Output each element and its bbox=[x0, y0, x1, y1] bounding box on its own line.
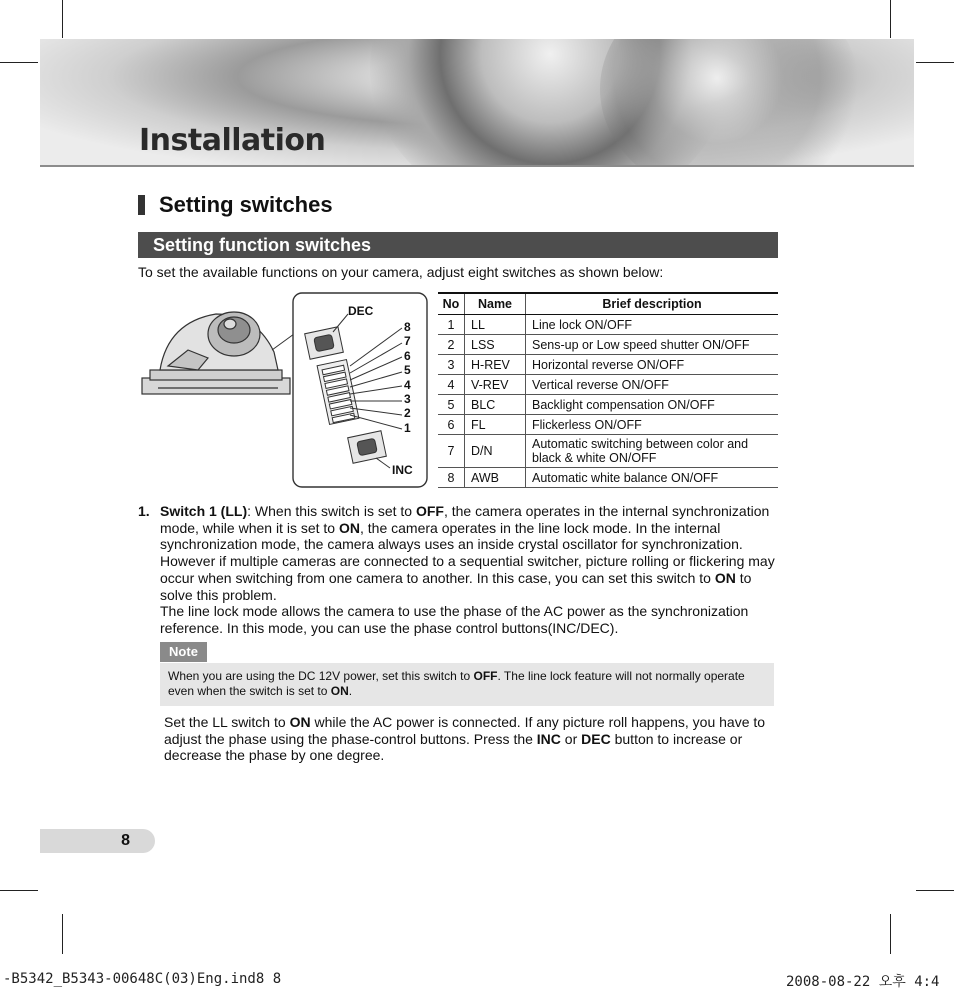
cell-name: BLC bbox=[465, 395, 526, 415]
text-run: button to increase or decrease the phase by one degree. bbox=[164, 730, 743, 764]
switch-number: 3 bbox=[404, 392, 411, 407]
table-row bbox=[438, 355, 778, 375]
crop-mark bbox=[62, 914, 63, 954]
subsection-heading: Setting function switches bbox=[138, 232, 778, 258]
table-row bbox=[438, 335, 778, 355]
note-label: Note bbox=[160, 642, 207, 662]
cell-no: 4 bbox=[438, 375, 465, 395]
emphasis: ON bbox=[714, 569, 736, 586]
inc-label: INC bbox=[392, 463, 413, 477]
column-header-name: Name bbox=[465, 293, 526, 315]
note-box bbox=[160, 663, 774, 706]
switch-diagram bbox=[138, 292, 430, 490]
table-header-row bbox=[438, 293, 778, 315]
emphasis: INC bbox=[536, 730, 561, 747]
text-run: : When this switch is set to bbox=[247, 503, 416, 519]
crop-mark bbox=[916, 890, 954, 891]
section-heading bbox=[138, 192, 333, 218]
text-run: The line lock mode allows the camera to use the phase of the AC power as the synchronization reference. In this mode, you can use the phase control buttons(INC/DEC). bbox=[160, 603, 749, 636]
section-title: Setting switches bbox=[159, 192, 333, 217]
cell-no: 3 bbox=[438, 355, 465, 375]
emphasis: ON bbox=[330, 684, 349, 698]
switch-1-description bbox=[138, 503, 780, 637]
crop-mark bbox=[890, 0, 891, 38]
cell-description: Sens-up or Low speed shutter ON/OFF bbox=[526, 335, 779, 355]
cell-description: Flickerless ON/OFF bbox=[526, 415, 779, 435]
emphasis: DEC bbox=[581, 730, 611, 747]
cell-name: FL bbox=[465, 415, 526, 435]
emphasis: ON bbox=[338, 519, 360, 536]
list-number: 1. bbox=[138, 503, 150, 519]
cell-name: LSS bbox=[465, 335, 526, 355]
cell-description: Backlight compensation ON/OFF bbox=[526, 395, 779, 415]
column-header-no: No bbox=[438, 293, 465, 315]
emphasis: ON bbox=[289, 714, 311, 730]
switch-number: 4 bbox=[404, 377, 411, 392]
text-run: When you are using the DC 12V power, set this switch to bbox=[168, 669, 474, 683]
cell-description: Line lock ON/OFF bbox=[526, 315, 779, 335]
switch-number: 7 bbox=[404, 334, 411, 349]
text-run: . bbox=[348, 684, 353, 698]
cell-no: 7 bbox=[438, 435, 465, 468]
switch-number: 8 bbox=[404, 320, 411, 334]
page-number-tab bbox=[40, 829, 155, 853]
switch-title: Switch 1 (LL) bbox=[160, 503, 248, 519]
text-run: , the camera operates in the line lock mode. In the internal synchronization mode, the camera always uses an inside crystal oscillator for synchronization. However if multiple cameras are connected to a sequential switcher, picture rolling or flickering may occur when switching from one camera to another. In this case, you can set this switch to bbox=[160, 519, 775, 586]
switch-number: 2 bbox=[404, 406, 411, 421]
intro-text: To set the available functions on your camera, adjust eight switches as shown below: bbox=[138, 264, 664, 280]
camera-illustration bbox=[142, 312, 290, 394]
cell-description: Vertical reverse ON/OFF bbox=[526, 375, 779, 395]
header-banner bbox=[40, 39, 914, 167]
table-row bbox=[438, 468, 778, 488]
text-run: to solve this problem. bbox=[160, 569, 752, 603]
cell-no: 1 bbox=[438, 315, 465, 335]
table-row bbox=[438, 375, 778, 395]
ll-switch-instructions bbox=[164, 714, 780, 764]
text-run: while the AC power is connected. If any picture roll happens, you have to adjust the phase using the phase-control buttons. Press the bbox=[164, 714, 766, 747]
table-row bbox=[438, 435, 778, 468]
crop-mark bbox=[0, 890, 38, 891]
switch-number-list bbox=[404, 320, 418, 435]
text-run: or bbox=[560, 730, 582, 747]
footer-timestamp: 2008-08-22 오후 4:4 bbox=[786, 974, 940, 990]
camera-switch-illustration bbox=[138, 292, 430, 490]
cell-description: Horizontal reverse ON/OFF bbox=[526, 355, 779, 375]
crop-mark bbox=[916, 62, 954, 63]
switch-number: 5 bbox=[404, 363, 411, 378]
table-row bbox=[438, 315, 778, 335]
page-number: 8 bbox=[121, 832, 130, 849]
page-title: Installation bbox=[139, 123, 326, 158]
section-marker bbox=[138, 195, 145, 215]
list-body bbox=[160, 503, 780, 637]
cell-name: LL bbox=[465, 315, 526, 335]
emphasis: OFF bbox=[415, 503, 444, 519]
table-row bbox=[438, 395, 778, 415]
footer-file-info: -B5342_B5343-00648C(03)Eng.ind8 8 bbox=[3, 971, 282, 987]
crop-mark bbox=[62, 0, 63, 38]
banner-lens-graphic bbox=[600, 39, 860, 167]
text-run: . The line lock feature will not normally operate even when the switch is set to bbox=[168, 669, 745, 698]
cell-name: D/N bbox=[465, 435, 526, 468]
cell-description: Automatic switching between color and black & white ON/OFF bbox=[526, 435, 779, 468]
cell-no: 2 bbox=[438, 335, 465, 355]
switch-number: 6 bbox=[404, 348, 411, 363]
dec-label: DEC bbox=[348, 304, 374, 318]
text-run: , the camera operates in the internal synchronization mode, while when it is set to bbox=[160, 503, 770, 536]
crop-mark bbox=[890, 914, 891, 954]
switch-number: 1 bbox=[404, 420, 411, 435]
function-switch-table bbox=[438, 292, 778, 488]
cell-name: V-REV bbox=[465, 375, 526, 395]
column-header-description: Brief description bbox=[526, 293, 779, 315]
cell-description: Automatic white balance ON/OFF bbox=[526, 468, 779, 488]
cell-name: H-REV bbox=[465, 355, 526, 375]
emphasis: OFF bbox=[473, 669, 498, 683]
text-run: Set the LL switch to bbox=[164, 714, 290, 730]
cell-name: AWB bbox=[465, 468, 526, 488]
table-row bbox=[438, 415, 778, 435]
cell-no: 8 bbox=[438, 468, 465, 488]
crop-mark bbox=[0, 62, 38, 63]
cell-no: 5 bbox=[438, 395, 465, 415]
cell-no: 6 bbox=[438, 415, 465, 435]
